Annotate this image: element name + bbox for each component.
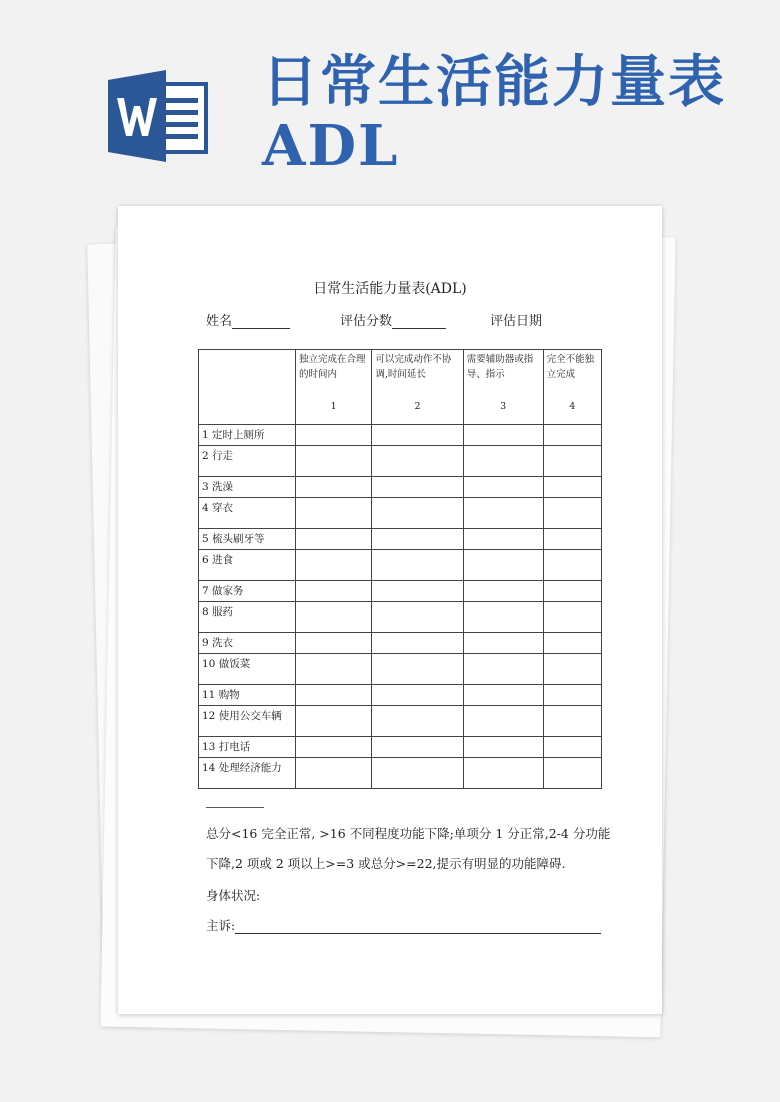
word-document-icon <box>108 70 208 162</box>
banner-title-line2: ADL <box>262 113 400 179</box>
header-score: 1 <box>330 401 337 412</box>
score-cell[interactable] <box>296 446 372 477</box>
row-label: 6 进食 <box>199 550 296 581</box>
score-cell[interactable] <box>372 581 463 602</box>
complaint-field <box>206 916 601 934</box>
row-label: 7 做家务 <box>199 581 296 602</box>
table-row <box>199 602 602 633</box>
score-cell[interactable] <box>543 602 601 633</box>
score-cell[interactable] <box>543 737 601 758</box>
score-cell[interactable] <box>372 529 463 550</box>
score-cell[interactable] <box>296 706 372 737</box>
table-row <box>199 477 602 498</box>
row-label: 14 处理经济能力 <box>199 758 296 789</box>
header-score: 3 <box>500 401 507 412</box>
table-row <box>199 498 602 529</box>
score-cell[interactable] <box>543 581 601 602</box>
score-cell[interactable] <box>463 550 543 581</box>
score-cell[interactable] <box>463 581 543 602</box>
table-header-row <box>199 350 602 425</box>
table-row <box>199 581 602 602</box>
score-cell[interactable] <box>463 633 543 654</box>
table-header-cell <box>543 350 601 425</box>
score-cell[interactable] <box>296 758 372 789</box>
score-cell[interactable] <box>372 654 463 685</box>
body-status-label: 身体状况: <box>206 888 261 903</box>
score-cell[interactable] <box>372 425 463 446</box>
row-label: 3 洗澡 <box>199 477 296 498</box>
name-field <box>206 310 290 329</box>
name-blank[interactable] <box>232 315 290 329</box>
row-label: 12 使用公交车辆 <box>199 706 296 737</box>
score-cell[interactable] <box>543 477 601 498</box>
score-cell[interactable] <box>543 706 601 737</box>
divider <box>206 807 264 808</box>
table-row <box>199 446 602 477</box>
score-cell[interactable] <box>372 758 463 789</box>
banner-title-line1: 日常生活能力量表 <box>262 49 726 115</box>
score-cell[interactable] <box>543 758 601 789</box>
score-cell[interactable] <box>372 602 463 633</box>
score-cell[interactable] <box>463 685 543 706</box>
score-cell[interactable] <box>463 602 543 633</box>
document-title: 日常生活能力量表(ADL) <box>313 281 467 297</box>
table-row <box>199 737 602 758</box>
header-text: 独立完成在合理的时间内 <box>299 354 366 380</box>
table-row <box>199 706 602 737</box>
score-cell[interactable] <box>463 529 543 550</box>
score-cell[interactable] <box>463 706 543 737</box>
row-label: 5 梳头刷牙等 <box>199 529 296 550</box>
score-cell[interactable] <box>372 737 463 758</box>
header-text: 完全不能独立完成 <box>546 354 595 380</box>
table-header-cell <box>296 350 372 425</box>
score-cell[interactable] <box>372 550 463 581</box>
table-row <box>199 425 602 446</box>
score-field <box>340 310 446 329</box>
score-cell[interactable] <box>372 498 463 529</box>
score-cell[interactable] <box>543 446 601 477</box>
complaint-blank[interactable] <box>235 921 601 934</box>
score-cell[interactable] <box>543 633 601 654</box>
table-row <box>199 685 602 706</box>
header-text: 可以完成动作不协调,时间延长 <box>375 354 452 380</box>
score-cell[interactable] <box>296 737 372 758</box>
score-cell[interactable] <box>372 706 463 737</box>
score-cell[interactable] <box>463 446 543 477</box>
score-cell[interactable] <box>463 425 543 446</box>
score-cell[interactable] <box>543 654 601 685</box>
row-label: 1 定时上厕所 <box>199 425 296 446</box>
row-label: 4 穿衣 <box>199 498 296 529</box>
score-cell[interactable] <box>463 498 543 529</box>
table-row <box>199 654 602 685</box>
score-cell[interactable] <box>372 633 463 654</box>
header-text: 需要辅助器或指导、指示 <box>466 354 534 380</box>
header-score: 2 <box>414 401 421 412</box>
table-header-cell <box>199 350 296 425</box>
row-label: 13 打电话 <box>199 737 296 758</box>
scoring-note-line2: 下降,2 项或 2 项以上>=3 或总分>=22,提示有明显的功能障碍. <box>206 856 566 871</box>
table-row <box>199 529 602 550</box>
row-label: 2 行走 <box>199 446 296 477</box>
score-cell[interactable] <box>296 685 372 706</box>
score-cell[interactable] <box>296 633 372 654</box>
score-cell[interactable] <box>296 498 372 529</box>
row-label: 10 做饭菜 <box>199 654 296 685</box>
score-cell[interactable] <box>543 529 601 550</box>
score-cell[interactable] <box>372 685 463 706</box>
score-cell[interactable] <box>463 654 543 685</box>
table-header-cell <box>463 350 543 425</box>
table-row <box>199 550 602 581</box>
score-cell[interactable] <box>296 581 372 602</box>
table-row <box>199 758 602 789</box>
score-cell[interactable] <box>463 758 543 789</box>
score-cell[interactable] <box>296 529 372 550</box>
date-label: 评估日期 <box>490 314 543 329</box>
complaint-label: 主诉: <box>206 918 236 933</box>
score-cell[interactable] <box>543 498 601 529</box>
score-cell[interactable] <box>463 477 543 498</box>
score-cell[interactable] <box>296 550 372 581</box>
header-score: 4 <box>569 401 576 412</box>
table-header-cell <box>372 350 463 425</box>
score-cell[interactable] <box>296 602 372 633</box>
date-field <box>490 310 542 329</box>
score-cell[interactable] <box>372 477 463 498</box>
row-label: 11 购物 <box>199 685 296 706</box>
score-cell[interactable] <box>463 737 543 758</box>
score-cell[interactable] <box>543 685 601 706</box>
score-label: 评估分数 <box>340 314 393 329</box>
adl-table <box>198 349 602 789</box>
score-cell[interactable] <box>296 654 372 685</box>
score-cell[interactable] <box>296 477 372 498</box>
table-row <box>199 633 602 654</box>
row-label: 9 洗衣 <box>199 633 296 654</box>
document-page <box>118 206 662 1014</box>
score-cell[interactable] <box>543 550 601 581</box>
score-cell[interactable] <box>543 425 601 446</box>
banner-title <box>262 50 726 178</box>
score-cell[interactable] <box>372 446 463 477</box>
score-cell[interactable] <box>296 425 372 446</box>
score-blank[interactable] <box>392 315 446 329</box>
name-label: 姓名 <box>206 314 233 329</box>
scoring-note-line1: 总分<16 完全正常, >16 不同程度功能下降;单项分 1 分正常,2-4 分功能 <box>206 826 611 841</box>
row-label: 8 服药 <box>199 602 296 633</box>
